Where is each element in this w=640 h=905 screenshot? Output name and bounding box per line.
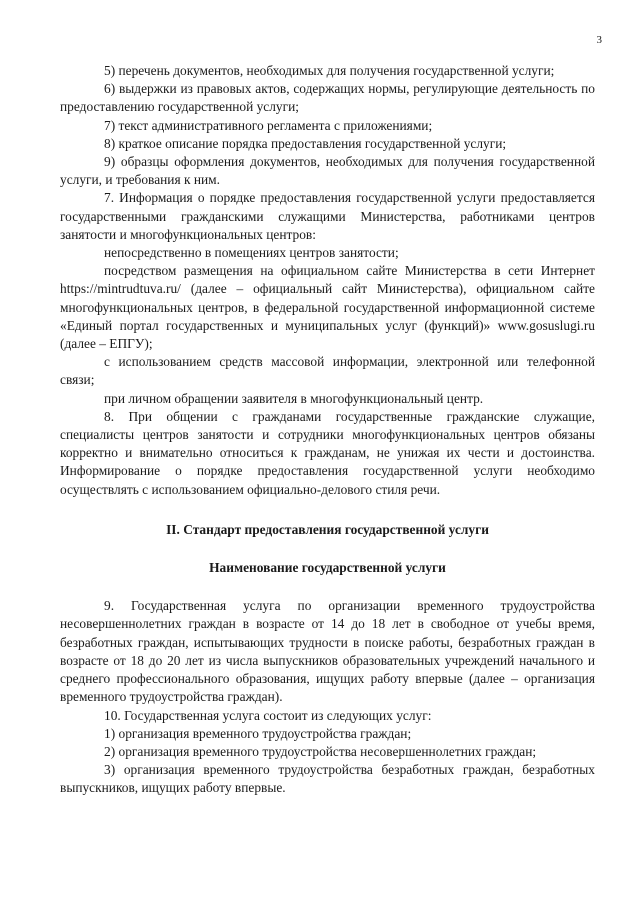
page-number: 3	[596, 34, 602, 46]
list-item-legal-extracts: 6) выдержки из правовых актов, содержащих нормы, регулирующие деятельность по предоставлению государственной услуги;	[60, 81, 595, 115]
section-heading: II. Стандарт предоставления государственной услуги	[166, 521, 489, 537]
paragraph-10: 10. Государственная услуга состоит из следующих услуг:	[104, 707, 432, 723]
paragraph-7-in-person: при личном обращении заявителя в многофункциональный центр.	[104, 390, 484, 406]
list-item-documents: 5) перечень документов, необходимых для получения государственной услуги;	[104, 63, 555, 78]
subheading: Наименование государственной услуги	[209, 560, 446, 576]
paragraph-7-premises: непосредственно в помещениях центров занятости;	[104, 245, 399, 261]
paragraph-9: 9. Государственная услуга по организации временного трудоустройства несовершеннолетних граждан в возрасте от 14 до 18 лет в свободное от учебы время, безработных граждан, испытывающих трудности в поиске работы, безработных граждан в возрасте от 18 до 20 лет из числа выпускников образовательных учреждений начального и среднего профессионального образования, ищущих работу впервые (далее – организация временного трудоустройства граждан).	[60, 598, 595, 705]
document-body	[60, 62, 595, 798]
list-item-service-3: 3) организация временного трудоустройства безработных граждан, безработных выпускников, ищущих работу впервые.	[60, 762, 595, 796]
paragraph-7-media: с использованием средств массовой информации, электронной или телефонной связи;	[60, 354, 595, 388]
list-item-document-samples: 9) образцы оформления документов, необходимых для получения государственной услуги, и требования к ним.	[60, 154, 595, 188]
paragraph-7-website: посредством размещения на официальном сайте Министерства в сети Интернет https://mintrudtuva.ru/ (далее – официальный сайт Министерства), официальном сайте многофункциональных центров, в федеральной государственной информационной системе «Единый портал государственных и муниципальных услуг (функций)» www.gosuslugi.ru (далее – ЕПГУ);	[60, 263, 595, 352]
list-item-procedure-description: 8) краткое описание порядка предоставления государственной услуги;	[104, 135, 507, 151]
list-item-service-2: 2) организация временного трудоустройства несовершеннолетних граждан;	[104, 743, 537, 759]
paragraph-7: 7. Информация о порядке предоставления государственной услуги предоставляется государственными гражданскими служащими Министерства, работниками центров занятости и многофункциональных центров:	[60, 190, 595, 242]
paragraph-8: 8. При общении с гражданами государственные гражданские служащие, специалисты центров занятости и сотрудники многофункциональных центров обязаны корректно и внимательно относиться к гражданам, не унижая их чести и достоинства. Информирование о порядке предоставления государственной услуги необходимо осуществлять с использованием официально-делового стиля речи.	[60, 408, 595, 497]
list-item-regulation-text: 7) текст административного регламента с приложениями;	[104, 117, 433, 133]
list-item-service-1: 1) организация временного трудоустройства граждан;	[104, 725, 412, 741]
